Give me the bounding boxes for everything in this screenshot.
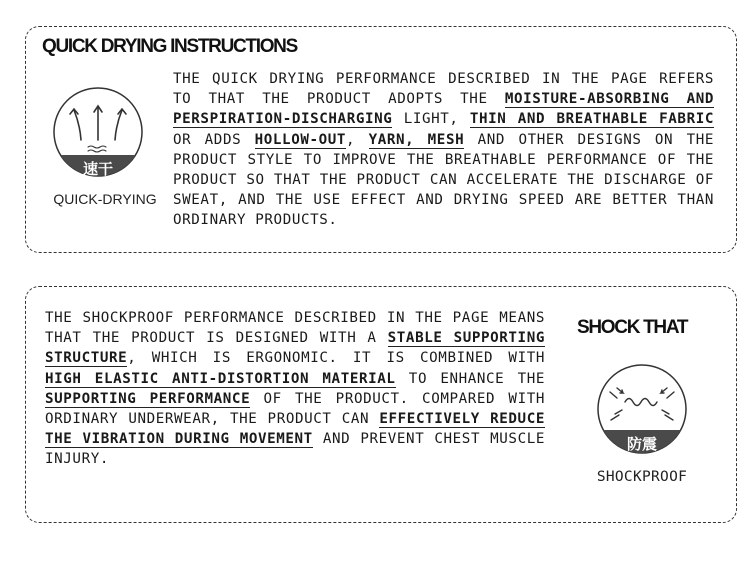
shockproof-caption: SHOCKPROOF xyxy=(596,469,688,485)
highlighted-phrase: MOISTURE-ABSORBING AND PERSPIRATION-DISCHARGING xyxy=(173,91,714,128)
quick-drying-description xyxy=(173,69,714,231)
text-run: OR ADDS xyxy=(173,131,255,148)
highlighted-phrase: SUPPORTING PERFORMANCE xyxy=(45,390,251,407)
text-run: , xyxy=(346,131,369,148)
highlighted-phrase: THIN AND BREATHABLE FABRIC xyxy=(469,111,714,128)
text-run: THE SHOCKPROOF PERFORMANCE DESCRIBED IN THE PAGE MEANS THAT THE PRODUCT IS DESIGNED WITH A xyxy=(45,310,545,347)
quick-drying-heading: QUICK DRYING INSTRUCTIONS xyxy=(42,36,297,57)
text-run: AND PREVENT CHEST MUSCLE INJURY. xyxy=(45,431,545,468)
shockproof-icon-label: 防震 xyxy=(626,435,657,453)
quick-drying-icon-label: 速干 xyxy=(82,160,113,178)
text-run: TO ENHANCE THE xyxy=(395,370,545,387)
highlighted-phrase: STABLE SUPPORTING STRUCTURE xyxy=(45,330,545,367)
quick-drying-caption: QUICK-DRYING xyxy=(53,191,157,207)
highlighted-phrase: EFFECTIVELY REDUCE THE VIBRATION DURING MOVEMENT xyxy=(45,411,545,448)
text-run: LIGHT, xyxy=(392,111,470,128)
shockproof-description xyxy=(45,308,545,470)
text-run: OF THE PRODUCT. COMPARED WITH ORDINARY UNDERWEAR, THE PRODUCT CAN xyxy=(45,390,546,428)
text-run: AND OTHER DESIGNS ON THE PRODUCT STYLE TO IMPROVE THE BREATHABLE PERFORMANCE OF THE PRODUCT SO THAT THE PRODUCT CAN ACCELERATE THE DISCHARGE OF SWEAT, AND THE USE EFFECT AND DRYING SPEED ARE BETTER THAN ORDINARY PRODUCTS. xyxy=(173,131,714,229)
highlighted-phrase: HIGH ELASTIC ANTI-DISTORTION MATERIAL xyxy=(45,370,396,387)
highlighted-phrase: HOLLOW-OUT xyxy=(254,131,347,148)
shockproof-heading: SHOCK THAT xyxy=(577,317,688,338)
text-run: THE QUICK DRYING PERFORMANCE DESCRIBED IN THE PAGE REFERS TO THAT THE PRODUCT ADOPTS THE xyxy=(173,71,714,108)
highlighted-phrase: YARN, MESH xyxy=(368,131,465,148)
text-run: , WHICH IS ERGONOMIC. IT IS COMBINED WITH xyxy=(127,350,545,367)
